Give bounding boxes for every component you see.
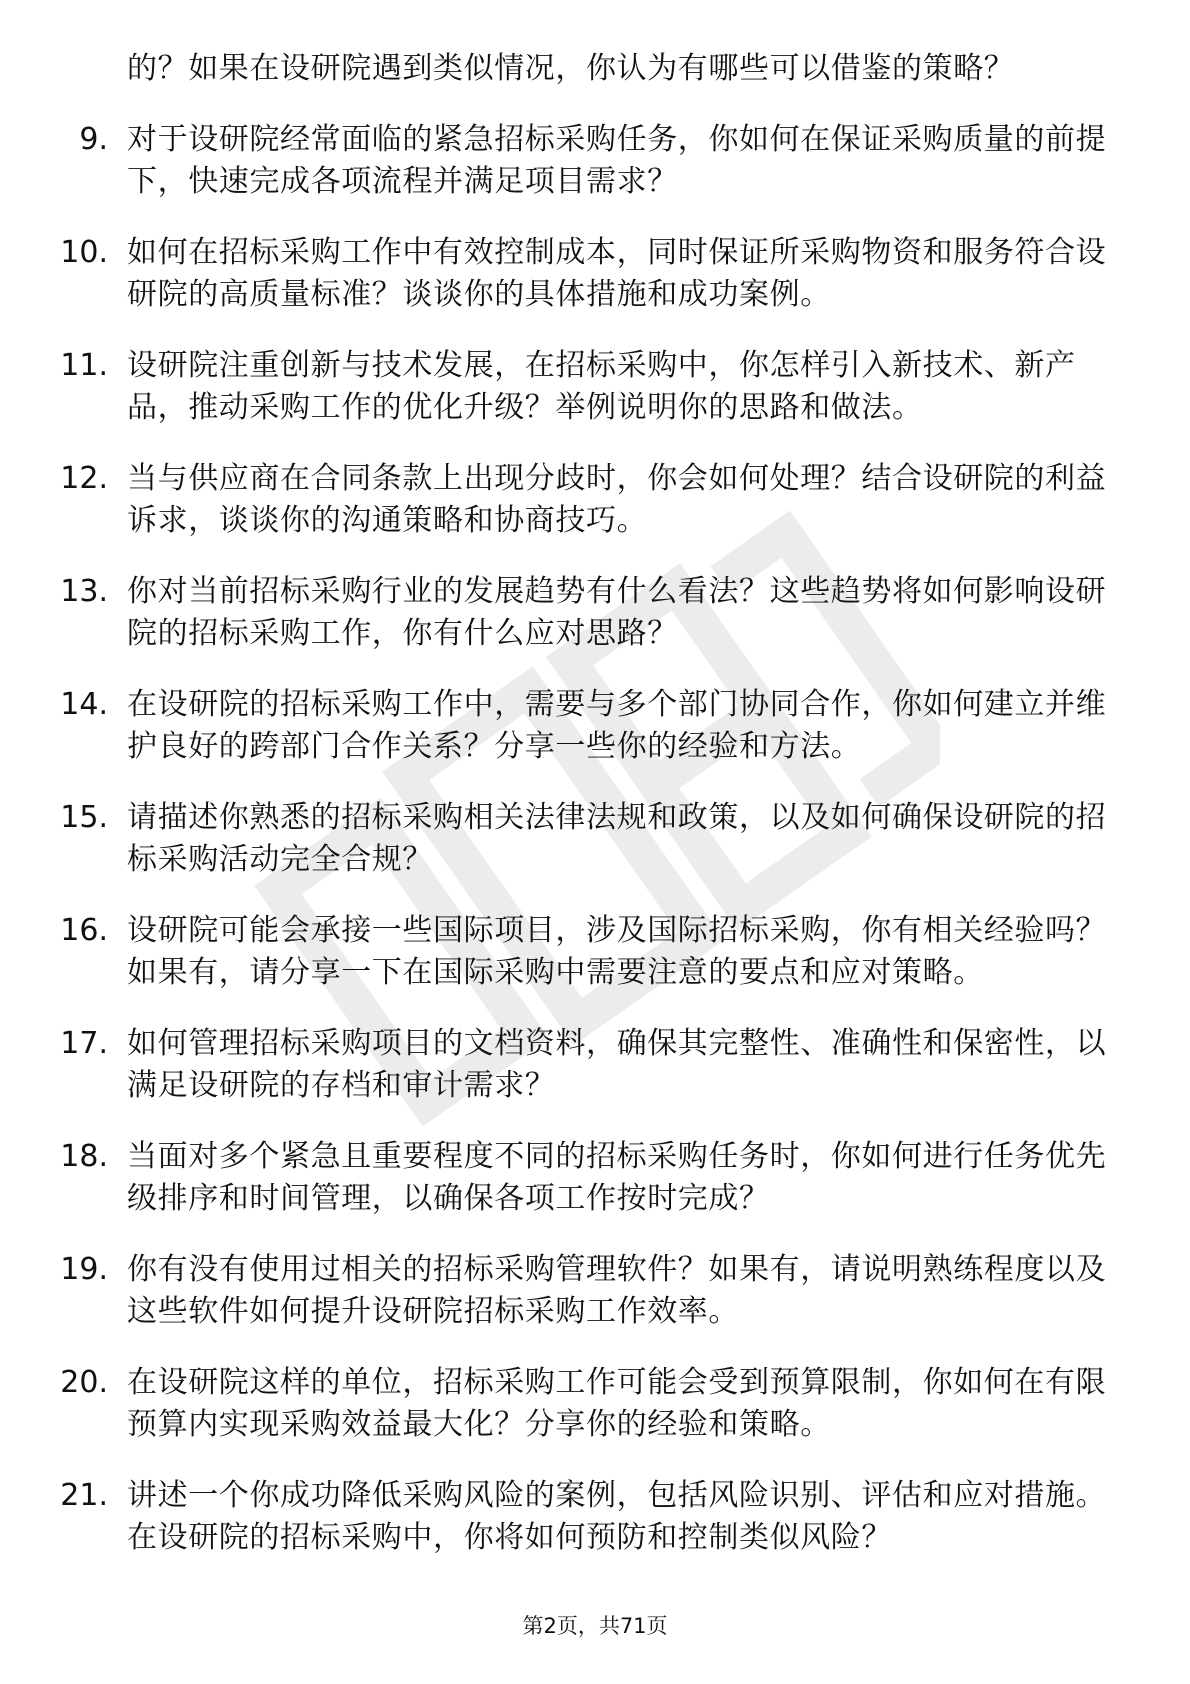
question-number: 16. xyxy=(60,913,108,948)
question-number: 13. xyxy=(60,574,108,609)
list-item xyxy=(0,119,1190,203)
list-item xyxy=(0,458,1190,542)
question-number: 20. xyxy=(60,1365,108,1400)
list-item xyxy=(0,684,1190,768)
list-item xyxy=(0,910,1190,994)
list-item xyxy=(0,797,1190,881)
list-item xyxy=(0,1023,1190,1107)
list-item xyxy=(0,571,1190,655)
page-footer: 第2页，共71页 xyxy=(522,1614,668,1638)
question-number: 19. xyxy=(60,1252,108,1287)
question-text: 如何管理招标采购项目的文档资料，确保其完整性、准确性和保密性，以满足设研院的存档和审计需求？ xyxy=(127,1026,1107,1103)
question-number: 18. xyxy=(60,1139,108,1174)
question-number: 17. xyxy=(60,1026,108,1061)
question-text: 你有没有使用过相关的招标采购管理软件？如果有，请说明熟练程度以及这些软件如何提升设研院招标采购工作效率。 xyxy=(127,1252,1107,1329)
question-text: 对于设研院经常面临的紧急招标采购任务，你如何在保证采购质量的前提下，快速完成各项流程并满足项目需求？ xyxy=(127,122,1107,199)
list-item xyxy=(0,1362,1190,1446)
list-item xyxy=(0,1249,1190,1333)
question-list xyxy=(0,48,1190,1588)
question-text: 在设研院这样的单位，招标采购工作可能会受到预算限制，你如何在有限预算内实现采购效益最大化？分享你的经验和策略。 xyxy=(127,1365,1107,1442)
question-text: 如何在招标采购工作中有效控制成本，同时保证所采购物资和服务符合设研院的高质量标准？谈谈你的具体措施和成功案例。 xyxy=(127,235,1107,312)
question-number: 9. xyxy=(79,122,108,157)
question-text: 当面对多个紧急且重要程度不同的招标采购任务时，你如何进行任务优先级排序和时间管理，以确保各项工作按时完成？ xyxy=(127,1139,1107,1216)
list-item-continuation xyxy=(0,48,1190,90)
list-item xyxy=(0,345,1190,429)
question-text: 请描述你熟悉的招标采购相关法律法规和政策，以及如何确保设研院的招标采购活动完全合规？ xyxy=(127,800,1107,877)
question-text: 设研院可能会承接一些国际项目，涉及国际招标采购，你有相关经验吗？如果有，请分享一下在国际采购中需要注意的要点和应对策略。 xyxy=(127,913,1107,990)
question-text: 你对当前招标采购行业的发展趋势有什么看法？这些趋势将如何影响设研院的招标采购工作，你有什么应对思路？ xyxy=(127,574,1107,651)
list-item xyxy=(0,1475,1190,1559)
question-number: 10. xyxy=(60,235,108,270)
question-number: 21. xyxy=(60,1478,108,1513)
question-number: 11. xyxy=(60,348,108,383)
list-item xyxy=(0,1136,1190,1220)
question-text: 讲述一个你成功降低采购风险的案例，包括风险识别、评估和应对措施。在设研院的招标采购中，你将如何预防和控制类似风险？ xyxy=(127,1478,1107,1555)
list-item xyxy=(0,232,1190,316)
question-text: 设研院注重创新与技术发展，在招标采购中，你怎样引入新技术、新产品，推动采购工作的优化升级？举例说明你的思路和做法。 xyxy=(127,348,1076,425)
question-number: 12. xyxy=(60,461,108,496)
question-number: 15. xyxy=(60,800,108,835)
question-text: 当与供应商在合同条款上出现分歧时，你会如何处理？结合设研院的利益诉求，谈谈你的沟通策略和协商技巧。 xyxy=(127,461,1107,538)
question-text: 在设研院的招标采购工作中，需要与多个部门协同合作，你如何建立并维护良好的跨部门合作关系？分享一些你的经验和方法。 xyxy=(127,687,1107,764)
question-number: 14. xyxy=(60,687,108,722)
question-text: 的？如果在设研院遇到类似情况，你认为有哪些可以借鉴的策略？ xyxy=(127,51,1015,86)
